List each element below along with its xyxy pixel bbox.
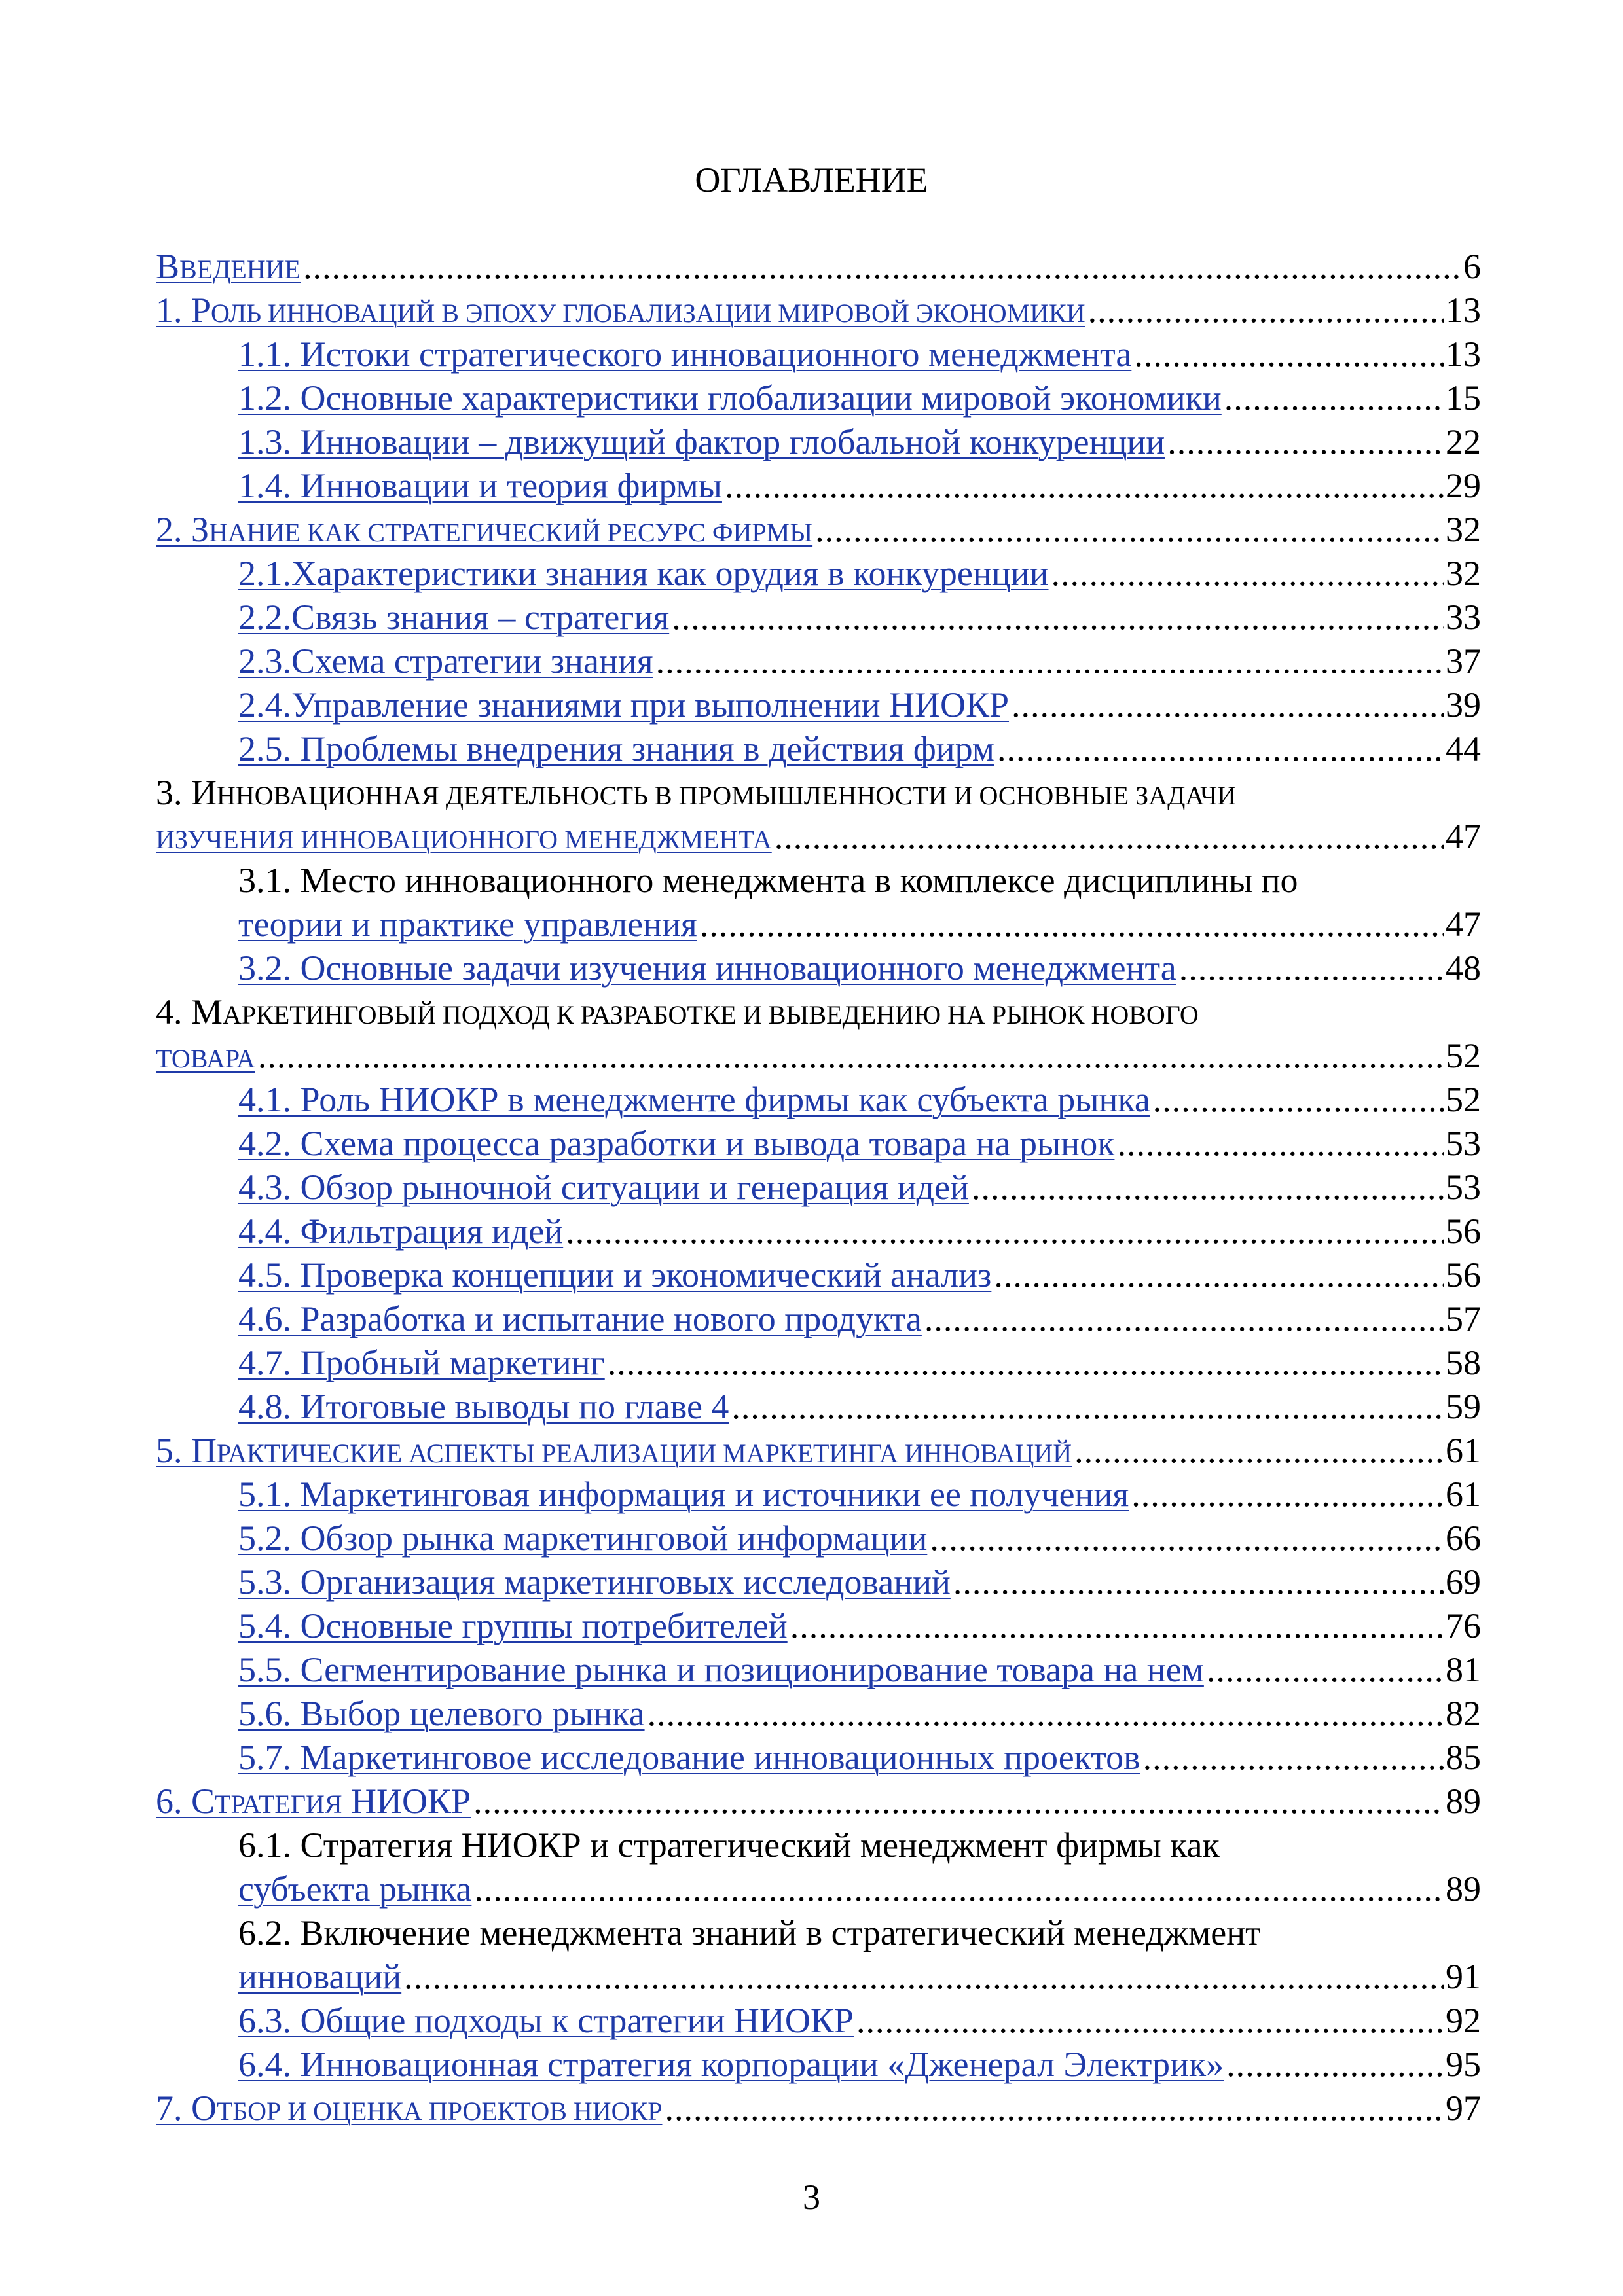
dot-leader <box>1085 289 1444 332</box>
toc-section-link[interactable]: 4.5. Проверка концепции и экономический анализ <box>238 1255 992 1295</box>
chapter-title: РАКТИЧЕСКИЕ АСПЕКТЫ РЕАЛИЗАЦИИ МАРКЕТИНГА ИННОВАЦИЙ <box>217 1439 1072 1468</box>
chapter-title: ТБОР И ОЦЕНКА ПРОЕКТОВ НИОКР <box>217 2096 663 2126</box>
dot-leader <box>1165 420 1444 464</box>
toc-section-link[interactable]: 5.3. Организация маркетинговых исследований <box>238 1562 951 1602</box>
dot-leader <box>772 815 1444 859</box>
toc-section-entry <box>156 946 1481 990</box>
toc-section-entry <box>156 1955 1481 1999</box>
chapter-number: 6. <box>156 1782 191 1821</box>
toc-section-link[interactable]: 6.3. Общие подходы к стратегии НИОКР <box>238 2001 854 2040</box>
toc-page-number: 61 <box>1446 1475 1481 1514</box>
dot-leader <box>605 1341 1444 1385</box>
chapter-title: НАНИЕ КАК СТРАТЕГИЧЕСКИЙ РЕСУРС ФИРМЫ <box>209 518 813 547</box>
toc-page-number: 56 <box>1446 1255 1481 1295</box>
toc-section-link[interactable]: 5.4. Основные группы потребителей <box>238 1606 788 1645</box>
dot-leader <box>653 639 1444 683</box>
toc-chapter-link[interactable] <box>156 291 1085 330</box>
toc-section-link-continued[interactable]: инноваций <box>238 1957 402 1996</box>
toc-section-link[interactable]: 4.6. Разработка и испытание нового продукта <box>238 1299 922 1338</box>
toc-page-number: 32 <box>1446 554 1481 593</box>
toc-page-number: 52 <box>1446 1036 1481 1075</box>
toc-page-number: 52 <box>1446 1080 1481 1119</box>
dot-leader <box>922 1297 1444 1341</box>
toc-section-entry <box>156 1297 1481 1341</box>
toc-section-link[interactable]: 4.7. Пробный маркетинг <box>238 1343 605 1382</box>
toc-page-number: 85 <box>1446 1738 1481 1777</box>
toc-section-link[interactable]: 2.4.Управление знаниями при выполнении НИОКР <box>238 685 1010 725</box>
toc-chapter-entry-line <box>156 990 1481 1034</box>
chapter-initial: Р <box>191 291 211 330</box>
toc-chapter-link[interactable] <box>156 2089 663 2128</box>
chapter-number: 7. <box>156 2089 191 2128</box>
toc-section-entry <box>156 1560 1481 1604</box>
dot-leader <box>669 596 1444 639</box>
toc-section-entry <box>156 1604 1481 1648</box>
toc-section-entry <box>156 1253 1481 1297</box>
toc-section-entry <box>156 1210 1481 1253</box>
chapter-initial: В <box>156 247 180 286</box>
page-title: ОГЛАВЛЕНИЕ <box>695 160 928 200</box>
toc-section-link[interactable]: 2.2.Связь знания – стратегия <box>238 598 670 637</box>
toc-page-number: 47 <box>1446 817 1481 856</box>
dot-leader <box>1131 332 1444 376</box>
toc-page-number: 6 <box>1463 247 1481 286</box>
toc-page-number: 69 <box>1446 1562 1481 1602</box>
dot-leader <box>1140 1736 1444 1780</box>
dot-leader <box>951 1560 1444 1604</box>
dot-leader <box>697 903 1444 946</box>
toc-section-link[interactable]: 3.2. Основные задачи изучения инновационного менеджмента <box>238 948 1176 988</box>
dot-leader <box>255 1034 1444 1078</box>
toc-section-link[interactable]: 2.1.Характеристики знания как орудия в конкуренции <box>238 554 1049 593</box>
toc-section-entry <box>156 552 1481 596</box>
toc-page-number: 47 <box>1446 905 1481 944</box>
toc-section-entry-line <box>156 859 1481 903</box>
toc-section-entry <box>156 1516 1481 1560</box>
toc-section-link[interactable]: 1.2. Основные характеристики глобализации мировой экономики <box>238 378 1222 418</box>
toc-chapter-link[interactable] <box>156 247 301 286</box>
toc-chapter-entry <box>156 2087 1481 2130</box>
toc-section-link-continued[interactable]: субъекта рынка <box>238 1869 472 1909</box>
toc-page-number: 53 <box>1446 1124 1481 1163</box>
chapter-initial: М <box>191 992 223 1031</box>
toc-chapter-entry <box>156 245 1481 289</box>
toc-section-link[interactable]: 5.6. Выбор целевого рынка <box>238 1694 645 1733</box>
toc-page-number: 58 <box>1446 1343 1481 1382</box>
dot-leader <box>1114 1122 1444 1166</box>
dot-leader <box>401 1955 1444 1999</box>
toc-section-link[interactable]: 4.8. Итоговые выводы по главе 4 <box>238 1387 729 1426</box>
chapter-number: 4. <box>156 992 191 1031</box>
toc-page-number: 59 <box>1446 1387 1481 1426</box>
chapter-initial: С <box>191 1782 215 1821</box>
dot-leader <box>729 1385 1444 1429</box>
toc-section-entry <box>156 727 1481 771</box>
toc-section-entry <box>156 1692 1481 1736</box>
toc-page-number: 32 <box>1446 510 1481 549</box>
toc-page-number: 92 <box>1446 2001 1481 2040</box>
toc-section-link[interactable]: 6.1. Стратегия НИОКР и стратегический менеджмент фирмы как <box>238 1825 1220 1865</box>
dot-leader <box>927 1516 1444 1560</box>
toc-page-number: 82 <box>1446 1694 1481 1733</box>
toc-chapter-link[interactable] <box>156 510 813 549</box>
toc-page-number: 39 <box>1446 685 1481 725</box>
toc-section-entry <box>156 1648 1481 1692</box>
toc-page-number: 89 <box>1446 1782 1481 1821</box>
toc-section-link[interactable]: 3.1. Место инновационного менеджмента в комплексе дисциплины по <box>238 861 1298 900</box>
dot-leader <box>663 2087 1445 2130</box>
toc-page-number: 53 <box>1446 1168 1481 1207</box>
dot-leader <box>1204 1648 1444 1692</box>
chapter-title-tail: НИОКР <box>342 1782 471 1821</box>
dot-leader <box>1222 376 1444 420</box>
chapter-number: 1. <box>156 291 191 330</box>
toc-section-link[interactable]: 5.1. Маркетинговая информация и источники ее получения <box>238 1475 1129 1514</box>
toc-section-entry <box>156 464 1481 508</box>
toc-chapter-link-continued[interactable]: ИЗУЧЕНИЯ ИННОВАЦИОННОГО МЕНЕДЖМЕНТА <box>156 825 772 854</box>
toc-section-entry-line <box>156 1823 1481 1867</box>
toc-section-entry <box>156 1385 1481 1429</box>
toc-page-number: 56 <box>1446 1211 1481 1251</box>
toc-page-number: 22 <box>1446 422 1481 461</box>
toc-section-link[interactable]: 4.3. Обзор рыночной ситуации и генерация идей <box>238 1168 969 1207</box>
chapter-number: 3. <box>156 773 191 812</box>
toc-section-link[interactable]: 4.1. Роль НИОКР в менеджменте фирмы как субъекта рынка <box>238 1080 1150 1119</box>
toc-section-entry <box>156 376 1481 420</box>
toc-chapter-entry <box>156 508 1481 552</box>
chapter-initial: П <box>191 1431 217 1470</box>
toc-section-entry <box>156 1122 1481 1166</box>
dot-leader <box>1049 552 1445 596</box>
toc-section-entry <box>156 683 1481 727</box>
dot-leader <box>1150 1078 1444 1122</box>
toc-section-link[interactable]: 6.4. Инновационная стратегия корпорации «Дженерал Электрик» <box>238 2045 1224 2084</box>
chapter-initial: И <box>191 773 217 812</box>
toc-section-entry <box>156 1999 1481 2043</box>
chapter-title: АРКЕТИНГОВЫЙ ПОДХОД К РАЗРАБОТКЕ И ВЫВЕДЕНИЮ НА РЫНОК НОВОГО <box>223 1000 1199 1030</box>
toc-chapter-link[interactable] <box>156 1431 1072 1470</box>
toc-page-number: 13 <box>1446 334 1481 374</box>
toc-section-entry <box>156 2043 1481 2087</box>
toc-chapter-link-continued[interactable]: ТОВАРА <box>156 1044 255 1073</box>
toc-chapter-entry <box>156 815 1481 859</box>
chapter-title: ВЕДЕНИЕ <box>179 255 301 284</box>
toc-page-number: 29 <box>1446 466 1481 505</box>
dot-leader <box>969 1166 1444 1210</box>
toc-section-link[interactable]: 1.1. Истоки стратегического инновационного менеджмента <box>238 334 1132 374</box>
toc-page-number: 61 <box>1446 1431 1481 1470</box>
dot-leader <box>994 727 1444 771</box>
toc-section-link-continued[interactable]: теории и практике управления <box>238 905 697 944</box>
chapter-initial: О <box>191 2089 217 2128</box>
toc-chapter-entry <box>156 1429 1481 1473</box>
dot-leader <box>471 1780 1444 1823</box>
dot-leader <box>471 1867 1444 1911</box>
toc-section-link[interactable]: 1.4. Инновации и теория фирмы <box>238 466 722 505</box>
dot-leader <box>1072 1429 1444 1473</box>
toc-section-link[interactable]: 6.2. Включение менеджмента знаний в стратегический менеджмент <box>238 1913 1261 1952</box>
toc-section-link[interactable]: 5.2. Обзор рынка маркетинговой информации <box>238 1518 928 1558</box>
toc-chapter-entry <box>156 289 1481 332</box>
chapter-title: ТРАТЕГИЯ <box>215 1789 342 1819</box>
toc-chapter-entry <box>156 1034 1481 1078</box>
toc-page-number: 15 <box>1446 378 1481 418</box>
dot-leader <box>788 1604 1444 1648</box>
toc-page-number: 33 <box>1446 598 1481 637</box>
toc-page-number: 48 <box>1446 948 1481 988</box>
toc-page-number: 95 <box>1446 2045 1481 2084</box>
toc-section-entry <box>156 1473 1481 1516</box>
toc-section-link[interactable]: 4.2. Схема процесса разработки и вывода товара на рынок <box>238 1124 1115 1163</box>
toc-section-link[interactable]: 5.5. Сегментирование рынка и позиционирование товара на нем <box>238 1650 1204 1689</box>
dot-leader <box>1009 683 1444 727</box>
chapter-initial: З <box>191 510 210 549</box>
toc-section-entry <box>156 1341 1481 1385</box>
toc-page-number: 76 <box>1446 1606 1481 1645</box>
dot-leader <box>1129 1473 1444 1516</box>
dot-leader <box>812 508 1444 552</box>
dot-leader <box>301 245 1462 289</box>
toc-section-entry-line <box>156 1911 1481 1955</box>
toc-page-number: 37 <box>1446 641 1481 681</box>
toc-page-number: 13 <box>1446 291 1481 330</box>
toc-section-entry <box>156 420 1481 464</box>
dot-leader <box>854 1999 1444 2043</box>
dot-leader <box>722 464 1444 508</box>
table-of-contents <box>156 245 1481 2130</box>
toc-chapter-link[interactable] <box>156 1782 471 1821</box>
toc-page-number: 91 <box>1446 1957 1481 1996</box>
toc-section-entry <box>156 1078 1481 1122</box>
toc-page-number: 97 <box>1446 2089 1481 2128</box>
toc-section-entry <box>156 1736 1481 1780</box>
chapter-number: 5. <box>156 1431 191 1470</box>
toc-page-number: 44 <box>1446 729 1481 768</box>
dot-leader <box>991 1253 1444 1297</box>
toc-section-link[interactable]: 2.3.Схема стратегии знания <box>238 641 653 681</box>
chapter-number: 2. <box>156 510 191 549</box>
toc-chapter-link[interactable] <box>156 992 1199 1031</box>
toc-section-entry <box>156 332 1481 376</box>
toc-section-entry <box>156 903 1481 946</box>
toc-section-entry <box>156 1166 1481 1210</box>
toc-section-link[interactable]: 5.7. Маркетинговое исследование инновационных проектов <box>238 1738 1140 1777</box>
chapter-title: ННОВАЦИОННАЯ ДЕЯТЕЛЬНОСТЬ В ПРОМЫШЛЕННОСТИ И ОСНОВНЫЕ ЗАДАЧИ <box>217 781 1237 810</box>
toc-chapter-link[interactable] <box>156 773 1237 812</box>
toc-chapter-entry <box>156 1780 1481 1823</box>
chapter-title: ОЛЬ ИННОВАЦИЙ В ЭПОХУ ГЛОБАЛИЗАЦИИ МИРОВОЙ ЭКОНОМИКИ <box>211 298 1085 328</box>
toc-section-link[interactable]: 4.4. Фильтрация идей <box>238 1211 564 1251</box>
toc-section-entry <box>156 596 1481 639</box>
toc-page-number: 66 <box>1446 1518 1481 1558</box>
toc-page-number: 89 <box>1446 1869 1481 1909</box>
dot-leader <box>563 1210 1444 1253</box>
toc-section-entry <box>156 639 1481 683</box>
dot-leader <box>1176 946 1444 990</box>
toc-section-link[interactable]: 1.3. Инновации – движущий фактор глобальной конкуренции <box>238 422 1165 461</box>
toc-section-entry <box>156 1867 1481 1911</box>
toc-page-number: 57 <box>1446 1299 1481 1338</box>
dot-leader <box>645 1692 1444 1736</box>
toc-chapter-entry-line <box>156 771 1481 815</box>
dot-leader <box>1224 2043 1444 2087</box>
toc-section-link[interactable]: 2.5. Проблемы внедрения знания в действия фирм <box>238 729 994 768</box>
page-number: 3 <box>803 2178 820 2217</box>
toc-page-number: 81 <box>1446 1650 1481 1689</box>
